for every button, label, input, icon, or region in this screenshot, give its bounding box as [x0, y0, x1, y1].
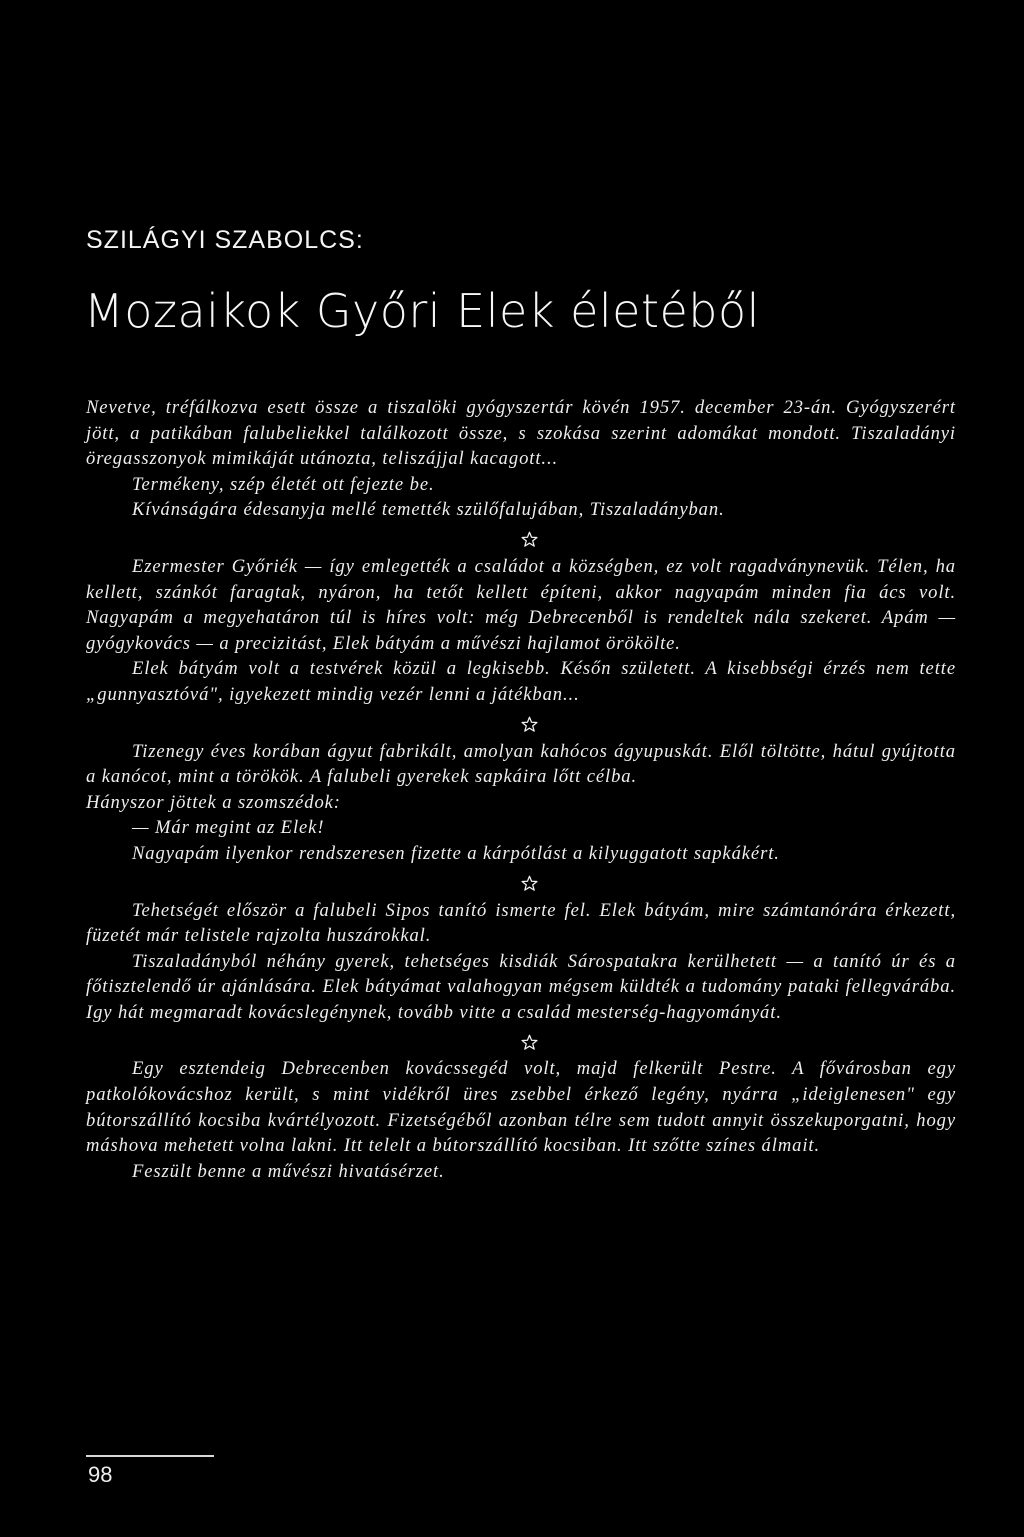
footer-divider [86, 1455, 214, 1457]
star-outline-icon [521, 1034, 538, 1051]
star-outline-icon [521, 531, 538, 548]
article-body [86, 395, 956, 1184]
paragraph: Tizenegy éves korában ágyut fabrikált, amolyan kahócos ágyupuskát. Elől töltötte, hátul gyújtotta a kanócot, mint a törökök. A falubeli gyerekek sapkáira lőtt célba. [86, 740, 956, 788]
star-outline-icon [521, 875, 538, 892]
section-separator [86, 708, 956, 739]
paragraph: Hányszor jöttek a szomszédok: [86, 791, 341, 813]
paragraph: Tehetségét először a falubeli Sipos tanító ismerte fel. Elek bátyám, mire számtanórára érkezett, füzetét már telistele rajzolta huszárokkal. [86, 899, 956, 947]
section-separator [86, 1025, 956, 1056]
paragraph: Elek bátyám volt a testvérek közül a legkisebb. Későn született. A kisebbségi érzés nem tette „gunnyasztóvá", igyekezett mindig vezér lenni a játékban... [86, 658, 956, 705]
paragraph: Ezermester Győriék — így emlegették a családot a községben, ez volt ragadványnevük. Télen, ha kellett, szánkót faragtak, nyáron, ha tetőt kellett építeni, akkor nagyapám minden fia ács volt. Nagyapám a megyehatáron túl is híres volt: még Debrecenből is rendeltek nála szekeret. Apám — gyógykovács — a precizitást, Elek bátyám a művészi hajlamot örökölte. [86, 555, 956, 654]
paragraph: Tiszaladányból néhány gyerek, tehetséges kisdiák Sárospatakra kerülhetett — a tanító úr és a főtisztelendő úr ajánlására. Elek bátyámat valahogyan mégsem küldték a tudomány pataki fellegvárába. Igy hát megmaradt kovácslegénynek, tovább vitte a család mesterség-hagyományát. [86, 950, 956, 1023]
section-separator [86, 523, 956, 554]
dialogue-line: — Már megint az Elek! [132, 817, 325, 839]
paragraph: Nagyapám ilyenkor rendszeresen fizette a kárpótlást a kilyuggatott sapkákért. [132, 842, 780, 864]
paragraph: Kívánságára édesanyja mellé temették szülőfalujában, Tiszaladányban. [132, 499, 725, 521]
paragraph: Feszült benne a művészi hivatásérzet. [132, 1160, 445, 1182]
author-name: SZILÁGYI SZABOLCS: [86, 226, 364, 254]
paragraph: Termékeny, szép életét ott fejezte be. [132, 473, 435, 495]
paragraph: Nevetve, tréfálkozva esett össze a tiszalöki gyógyszertár kövén 1957. december 23-án. Gyógyszerért jött, a patikában falubeliekkel találkozott össze, s szokása szerint adomákat mondott. Tiszaladányi öregasszonyok mimikáját utánozta, teliszájjal kacagott... [86, 397, 956, 470]
page-title: Mozaikok Győri Elek életéből [84, 284, 760, 338]
section-separator [86, 867, 956, 898]
star-outline-icon [521, 716, 538, 733]
page-number: 98 [88, 1462, 113, 1487]
paragraph: Egy esztendeig Debrecenben kovácssegéd volt, majd felkerült Pestre. A fővárosban egy patkolókovácshoz került, s mint vidékről üres zsebbel érkező legény, nyárra „ideiglenesen" egy bútorszállító kocsiba kvártélyozott. Fizetségéből azonban télre sem tudott annyit összekuporgatni, hogy máshova mehetett volna lakni. Itt telelt a bútorszállító kocsiban. Itt szőtte színes álmait. [86, 1058, 956, 1157]
